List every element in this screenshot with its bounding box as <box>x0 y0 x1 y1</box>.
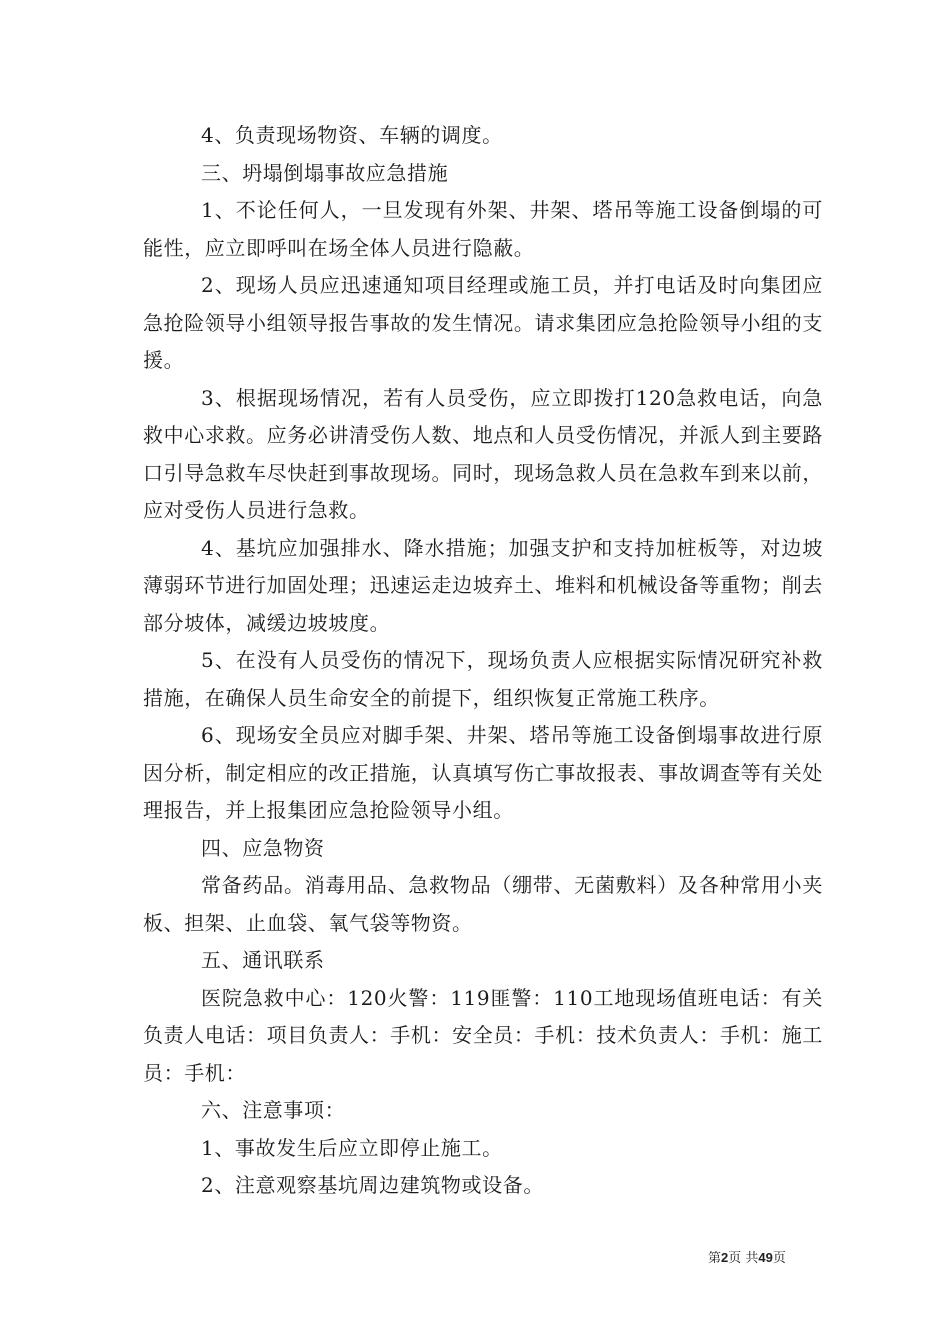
total-page-number: 49 <box>758 1250 773 1265</box>
paragraph: 4、基坑应加强排水、降水措施；加强支护和支持加桩板等，对边坡薄弱环节进行加固处理；迅速运走边坡弃土、堆料和机械设备等重物；削去部分坡体，减缓边坡坡度。 <box>143 535 823 635</box>
section-heading: 三、坍塌倒塌事故应急措施 <box>201 160 449 185</box>
document-body <box>143 117 823 1205</box>
paragraph: 4、负责现场物资、车辆的调度。 <box>201 123 503 147</box>
page-number-label <box>708 1247 786 1266</box>
footer-prefix: 第 <box>708 1251 722 1266</box>
paragraph: 5、在没有人员受伤的情况下，现场负责人应根据实际情况研究补救措施，在确保人员生命安全的前提下，组织恢复正常施工秩序。 <box>143 648 823 710</box>
paragraph: 6、现场安全员应对脚手架、井架、塔吊等施工设备倒塌事故进行原因分析，制定相应的改正措施，认真填写伤亡事故报表、事故调查等有关处理报告，并上报集团应急抢险领导小组。 <box>143 723 823 822</box>
paragraph: 1、不论任何人，一旦发现有外架、井架、塔吊等施工设备倒塌的可能性，应立即呼叫在场全体人员进行隐蔽。 <box>143 198 823 260</box>
paragraph: 常备药品。消毒用品、急救物品（绷带、无菌敷料）及各种常用小夹板、担架、止血袋、氧气袋等物资。 <box>143 873 823 935</box>
paragraph: 医院急救中心：120火警：119匪警：110工地现场值班电话：有关负责人电话：项目负责人：手机：安全员：手机：技术负责人：手机：施工员：手机： <box>143 985 823 1085</box>
section-heading: 六、注意事项： <box>201 1098 346 1122</box>
paragraph: 2、现场人员应迅速通知项目经理或施工员，并打电话及时向集团应急抢险领导小组领导报告事故的发生情况。请求集团应急抢险领导小组的支援。 <box>143 273 823 372</box>
section-heading: 五、通讯联系 <box>201 948 325 972</box>
section-heading: 四、应急物资 <box>201 835 325 860</box>
paragraph: 2、注意观察基坑周边建筑物或设备。 <box>201 1173 544 1197</box>
paragraph: 1、事故发生后应立即停止施工。 <box>201 1135 503 1160</box>
footer-middle: 页 共 <box>728 1251 759 1266</box>
paragraph: 3、根据现场情况，若有人员受伤，应立即拨打120急救电话，向急救中心求救。应务必讲清受伤人数、地点和人员受伤情况，并派人到主要路口引导急救车尽快赶到事故现场。同时，现场急救人员在急救车到来以前，应对受伤人员进行急救。 <box>143 385 823 522</box>
footer-suffix: 页 <box>772 1251 786 1266</box>
current-page-number: 2 <box>721 1250 729 1265</box>
